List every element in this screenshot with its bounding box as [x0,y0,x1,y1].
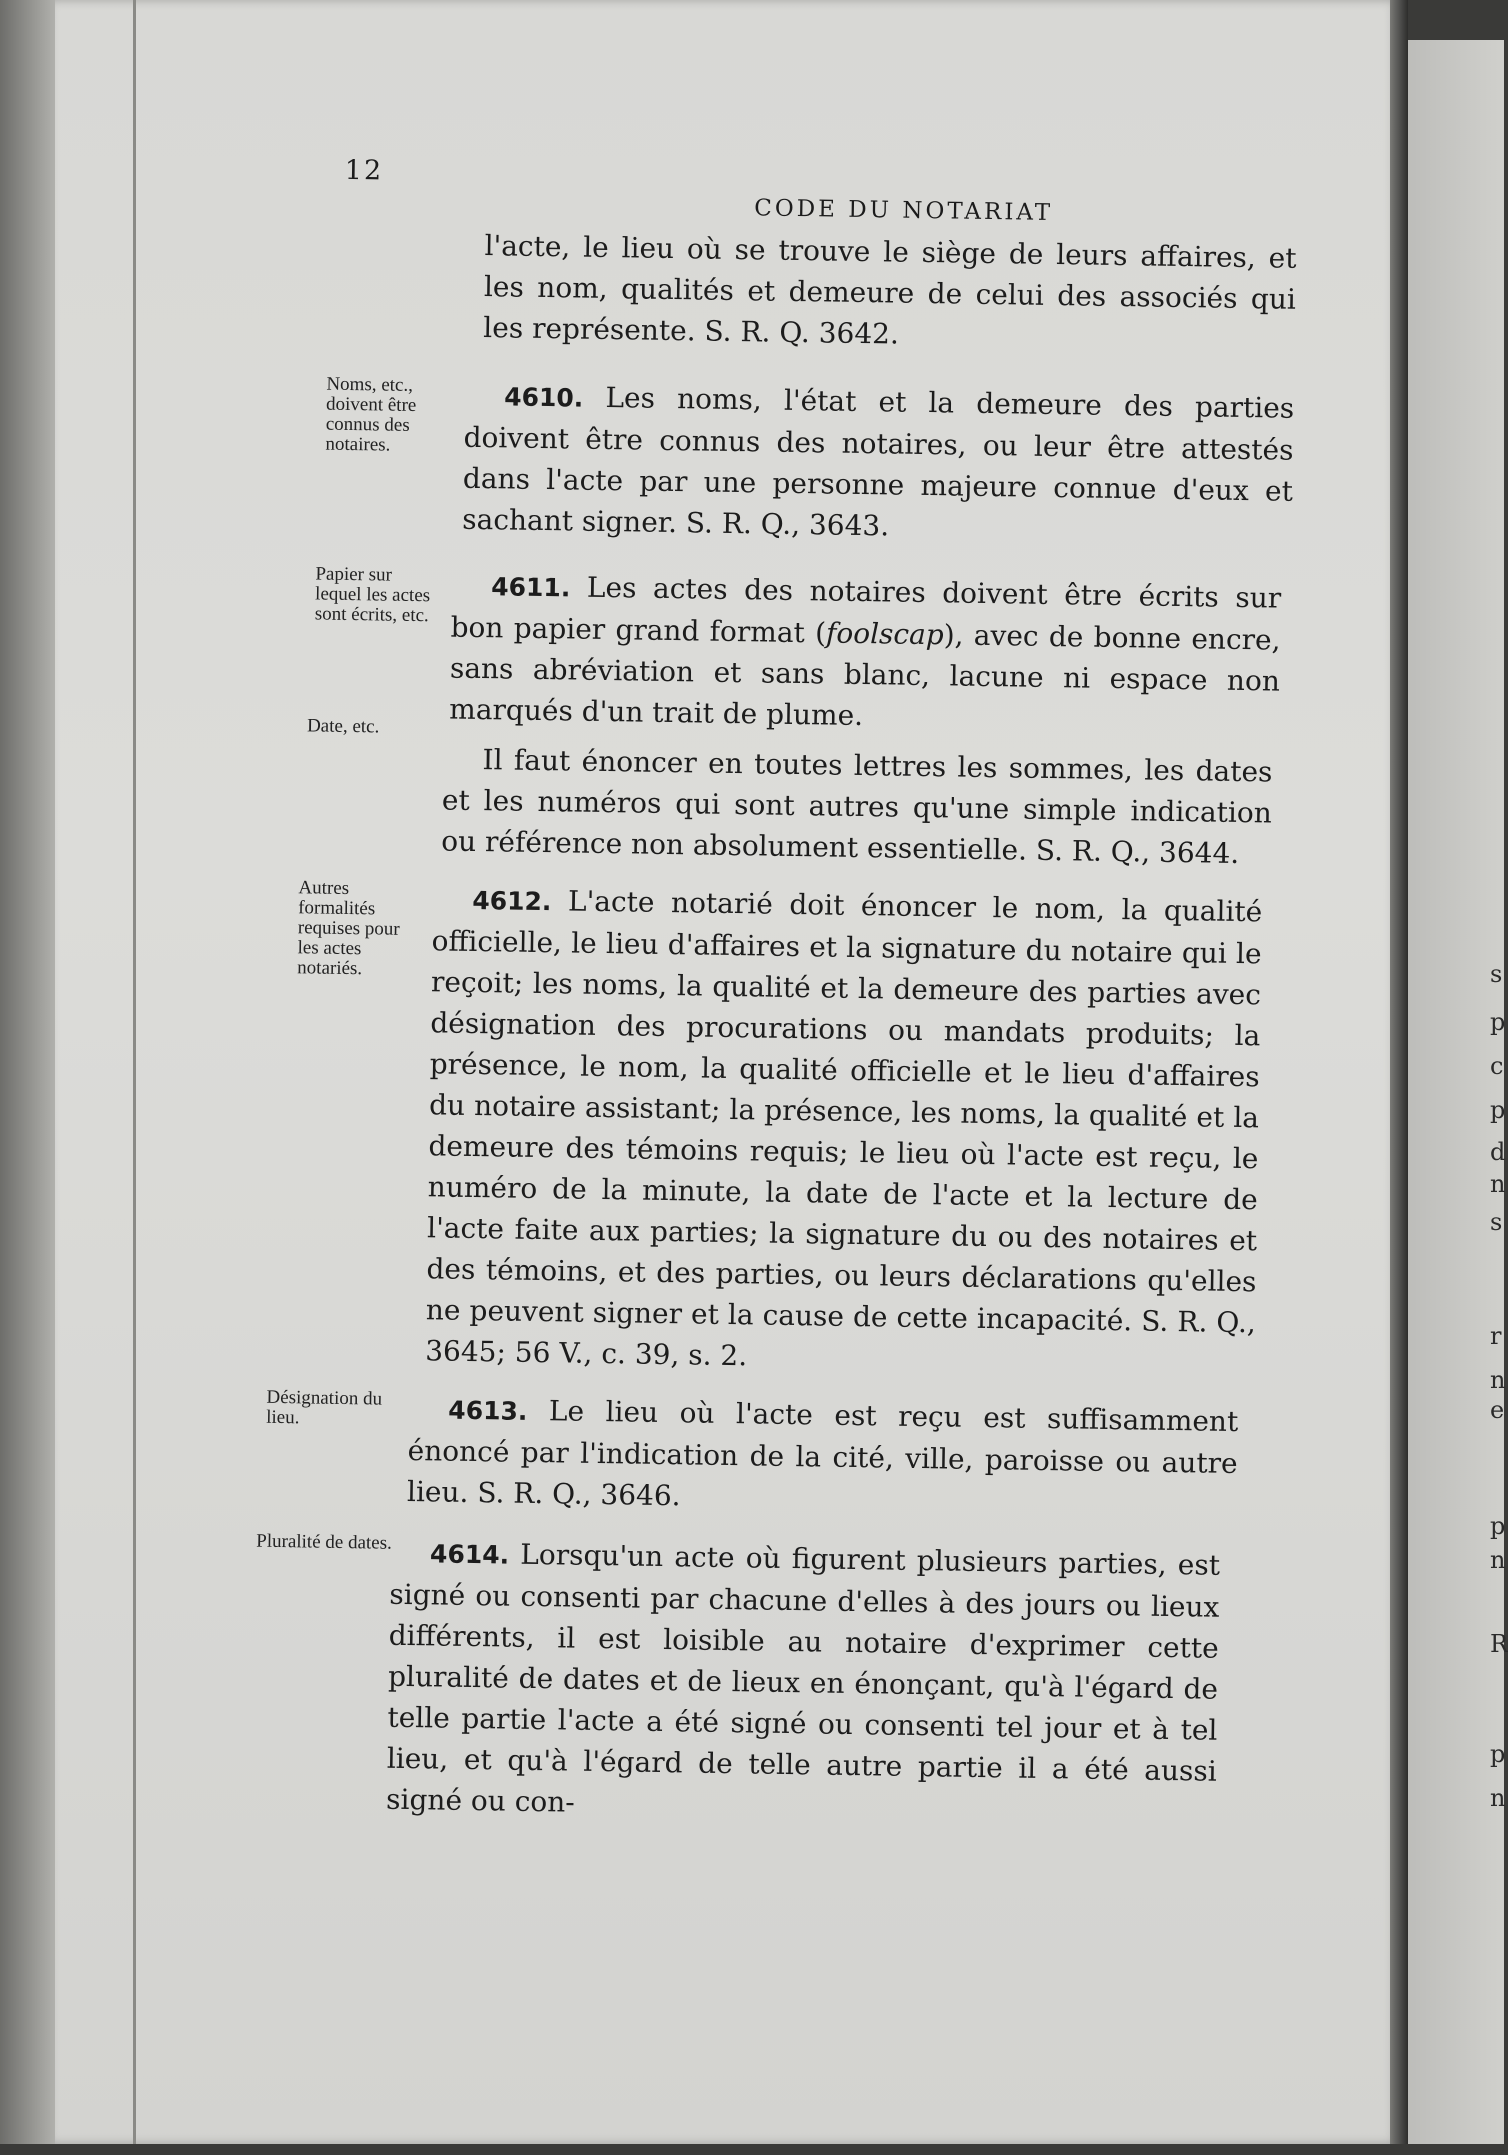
margin-note-4612: Autres formalités requises pour les actes notariés. [297,877,400,980]
article-4612 [425,878,1263,1384]
article-4610 [462,375,1294,553]
article-text: L'acte notarié doit énoncer le nom, la qualité officielle, le lieu d'affaires et la signature du notaire qui le reçoit; les noms, la qualité et la demeure des parties avec désignation des procurations ou mandats produits; la présence, le nom, la qualité officielle et le lieu d'affaires du notaire assistant; la présence, les noms, la qualité et la demeure des témoins requis; le lieu où l'acte est reçu, le numéro de la minute, la date de l'acte et la lecture de l'acte faite aux parties; la signature du ou des notaires et des témoins, et des parties, ou leurs déclarations qu'elles ne peuvent signer et la cause de cette incapacité. S. R. Q., 3645; 56 V., c. 39, s. 2. [424,884,1263,1373]
article-text: ), avec de bonne encre, sans abréviation et sans blanc, lacune ni espace non marqués d'un trait de plume. [449,618,1281,733]
facing-fragment: p [1490,1740,1506,1768]
facing-fragment: R [1490,1630,1508,1658]
margin-note-4611: Papier sur lequel les actes sont écrits, etc. [314,563,431,627]
article-number: 4612. [472,885,552,917]
article-number: 4611. [491,572,571,603]
continuation-paragraph: l'acte, le lieu où se trouve le siège de leurs affaires, et les nom, qualités et demeure de celui des associés qui les représente. S. R. Q. 3642. [483,229,1297,351]
facing-fragment: s [1490,1208,1503,1236]
facing-fragment: s [1490,960,1503,988]
article-italic-term: foolscap [825,616,944,652]
margin-note-4610: Noms, etc., doivent être connus des notaires. [325,373,417,456]
facing-fragment: r [1490,1322,1502,1350]
article-4614 [386,1532,1220,1833]
article-text: Il faut énoncer en toutes lettres les sommes, les dates et les numéros qui sont autres qu'une simple indication ou référence non absolument essentielle. S. R. Q., 3644. [441,743,1273,870]
facing-fragment: p [1490,1008,1506,1036]
margin-note-4614: Pluralité de dates. [256,1530,392,1554]
page-number: 12 [344,154,384,187]
article-text: Le lieu où l'acte est reçu est suffisamment énoncé par l'indication de la cité, ville, paroisse ou autre lieu. S. R. Q., 3646. [406,1394,1239,1513]
article-text: Les noms, l'état et la demeure des parties doivent être connus des notaires, ou leur être attestés dans l'acte par une personne majeure connue d'eux et sachant signer. S. R. Q., 3643. [462,380,1295,543]
article-4611 [449,565,1281,743]
running-head: CODE DU NOTARIAT [754,195,1054,226]
article-text: Les actes des notaires doivent être écrits sur bon papier grand format ( [450,570,1282,650]
facing-fragment: n [1490,1366,1506,1394]
facing-fragment: p [1490,1512,1506,1540]
facing-fragment: d [1490,1138,1506,1166]
article-text: Lorsqu'un acte où figurent plusieurs parties, est signé ou consenti par chacune d'elles à des jours ou lieux différents, il est loisible au notaire d'exprimer cette pluralité de dates et de lieux en énonçant, qu'à l'égard de telle partie l'acte a été signé ou consenti tel jour et à tel lieu, et qu'à l'égard de telle autre partie il a été aussi signé ou con- [385,1537,1221,1819]
article-number: 4613. [448,1395,528,1426]
article-4613 [407,1388,1239,1525]
facing-fragment: n [1490,1784,1506,1812]
facing-fragment: n [1490,1546,1506,1574]
margin-note-date: Date, etc. [306,715,380,738]
article-4611-paragraph-2 [441,738,1273,874]
article-number: 4610. [504,382,584,413]
facing-fragment: c [1490,1052,1504,1080]
article-number: 4614. [429,1539,510,1570]
facing-fragment: e [1490,1396,1505,1424]
facing-fragment: n [1490,1170,1506,1198]
facing-fragment: p [1490,1096,1506,1124]
margin-note-4613: Désignation du lieu. [266,1386,383,1429]
